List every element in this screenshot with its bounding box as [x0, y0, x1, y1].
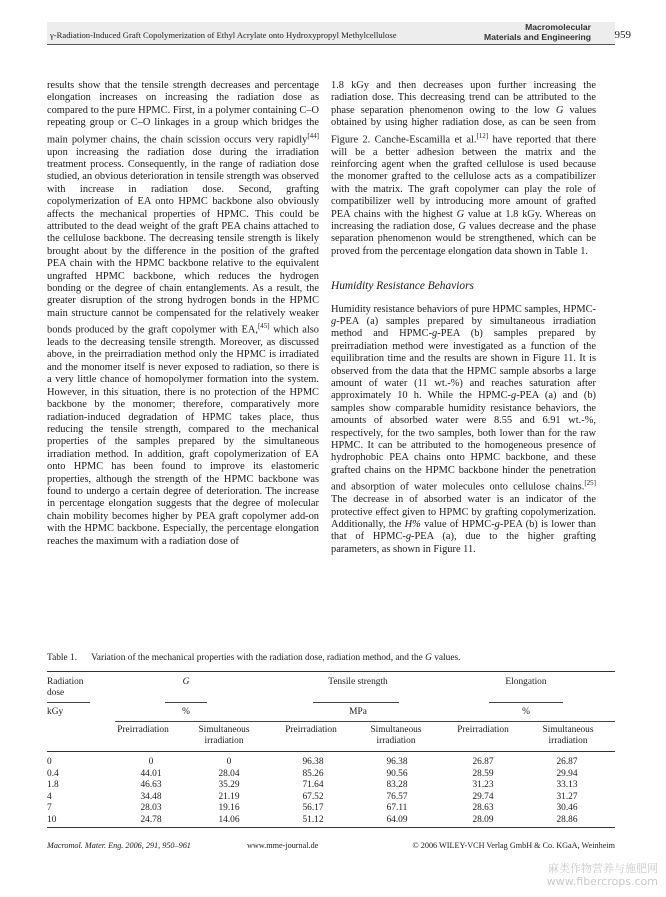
italic-symbol: g: [432, 328, 438, 340]
table-cell-t-pre: 51.12: [302, 815, 324, 825]
italic-symbol: g: [405, 531, 412, 543]
table-bottom-rule: [47, 827, 615, 828]
unit-percent-elongation: %: [522, 707, 530, 717]
table-cell-t-sim: 90.56: [386, 768, 408, 779]
table-cell-t-pre: 56.17: [302, 803, 324, 814]
table-cell-g-sim: 14.06: [218, 815, 240, 825]
table-cell-e-pre: 26.87: [472, 757, 494, 767]
table-cell-t-sim: 67.11: [386, 803, 408, 814]
header-subrule: [47, 702, 90, 703]
right-paragraph-1: [331, 80, 596, 258]
table-cell-t-pre: 85.26: [302, 768, 324, 779]
table-1: [47, 653, 615, 825]
header-dose: dose: [47, 688, 65, 698]
table-top-rule: [47, 671, 615, 672]
table-cell-g-sim: 35.29: [218, 780, 240, 791]
footer-url: www.mme-journal.de: [247, 841, 319, 850]
header-tensile-strength: Tensile strength: [328, 677, 388, 687]
citation-ref: [45]: [257, 322, 270, 331]
page-header: [47, 18, 631, 50]
table-cell-t-pre: 96.38: [302, 757, 324, 767]
header-g: G: [182, 677, 190, 687]
table-cell-e-sim: 33.13: [556, 780, 578, 791]
left-column: [47, 80, 319, 548]
citation-ref: [12]: [476, 131, 489, 140]
text-run: Humidity resistance behaviors of pure HPMC samples, HPMC-: [331, 303, 596, 315]
italic-symbol: g: [494, 518, 500, 530]
unit-percent-g: %: [182, 707, 190, 717]
table-cell-g-pre: 46.63: [140, 780, 162, 791]
subheader-line: Simultaneous: [542, 725, 594, 735]
table-cell-g-pre: 28.03: [140, 803, 162, 814]
header-subrule: [165, 702, 207, 703]
italic-symbol: H%: [404, 518, 421, 530]
text-run: which also leads to the decreasing tensile strength. Moreover, as discussed above, in the preirradiation method only the HPMC is irradiated and the monomer itself is never exposed to radiation, so there is a very little chance of homopolymer formation into the system. However, in this situation, there is no protection of the HPMC backbone by the monomer; therefore, comparatively more radiation-induced degradation of HPMC takes place, thus reducing the tensile strength, compared to the mechanical properties of the samples prepared by the simultaneous irradiation method. In addition, graft copolymerization of EA onto HPMC has been found to improve its elastomeric properties, although the strength of the HPMC backbone was found to undergo a certain degree of deterioration. The increase in percentage elongation suggests that the degree of molecular chain mobility becomes higher by PEA graft copolymer add-on with the HPMC backbone. Especially, the percentage elongation reaches the maximum with a radiation dose of: [47, 324, 319, 547]
subheader-line: Simultaneous: [198, 725, 250, 735]
citation-ref: [44]: [307, 131, 319, 140]
italic-symbol: G: [456, 208, 465, 220]
page-number: 959: [614, 29, 631, 41]
table-cell-dose: 10: [47, 815, 57, 825]
table-cell-t-sim: 83.28: [386, 780, 408, 791]
footer-citation: Macromol. Mater. Eng. 2006, 291, 950–961: [47, 841, 191, 850]
header-radiation: Radiation: [47, 677, 84, 687]
table-cell-e-pre: 28.09: [472, 815, 494, 825]
table-cell-g-pre: 44.01: [140, 768, 162, 779]
unit-mpa: MPa: [349, 707, 367, 717]
text-run: value at 1.8 kGy. Whereas on increasing the radiation dose,: [331, 208, 596, 232]
table-header-rule: [47, 751, 615, 752]
table-cell-dose: 0: [47, 757, 52, 767]
table-cell-dose: 4: [47, 791, 52, 802]
text-run: upon increasing the radiation dose during the irradiation treatment process. Consequently, in the range of radiation dose studied, an obvious deterioration in tensile strength was observed with increase in radiation dose. Second, grafting copolymerization of EA onto HPMC backbone also obviously affects the mechanical properties of HPMC. This could be attributed to the dead weight of the graft PEA chains attached to the cellulose backbone. The decreasing tensile strength is likely brought about by the difference in the position of the grafted PEA chain with the HPMC backbone relative to the equivalent ungrafted HPMC backbone, which reduces the hydrogen bonding or the degree of chain entanglements. As a result, the greater disruption of the strong hydrogen bonds in the HPMC main structure cannot be compensated for the relatively weaker bonds produced by the graft copolymer with EA,: [47, 146, 319, 336]
right-column: [331, 80, 596, 556]
table-cell-dose: 7: [47, 803, 52, 814]
right-paragraph-2: [331, 304, 596, 557]
table-cell-e-pre: 28.59: [472, 768, 494, 779]
italic-symbol: g: [331, 315, 337, 327]
table-cell-e-pre: 31.23: [472, 780, 494, 791]
table-cell-dose: 1.8: [47, 780, 59, 791]
table-cell-e-pre: 29.74: [472, 791, 494, 802]
text-run: -PEA (a) and (b) samples show comparable humidity resistance behaviors, the amounts of absorbed water were 8.55 and 6.91 wt.-%, respectively, for the two samples, both lower than for the raw HPMC. It can be attributed to the homogeneous presence of hydrophobic PEA chains onto HPMC backbone, and these grafted chains on the HPMC backbone hinder the penetration and absorption of water molecules onto cellulose chains.: [331, 390, 596, 493]
subheader-line: Simultaneous: [370, 725, 422, 735]
header-rule: [47, 44, 615, 45]
text-run: -PEA (a) samples prepared by simultaneous irradiation method and HPMC-: [331, 315, 596, 340]
text-run: -PEA (b) is lower than that of HPMC-: [331, 518, 596, 543]
table-cell-g-pre: 24.78: [140, 815, 162, 825]
watermark-line: www.fibercrops.com: [546, 875, 658, 888]
left-paragraph: [47, 80, 319, 548]
table-cell-g-sim: 21.19: [218, 791, 240, 802]
table-caption-text: Variation of the mechanical properties with the radiation dose, radiation method, and the: [91, 653, 426, 663]
table-cell-t-sim: 96.38: [386, 757, 408, 767]
text-run: results show that the tensile strength decreases and percentage elongation increases on increasing the radiation dose as compared to the pure HPMC. First, in a polymer containing C–O repeating group or C–O linkages in a group which bridges the main polymer chains, the chain scission occurs very rapidly: [47, 80, 319, 146]
running-title: γ-Radiation-Induced Graft Copolymerization of Ethyl Acrylate onto Hydroxypropyl Methylcellulose: [50, 30, 397, 40]
table-cell-e-pre: 28.63: [472, 803, 494, 814]
table-caption-end: values.: [431, 653, 461, 663]
journal-name-line1: Macromolecular: [525, 22, 591, 32]
table-caption: [47, 653, 615, 663]
section-heading: Humidity Resistance Behaviors: [331, 280, 474, 293]
table-cell-g-pre: 0: [148, 757, 154, 767]
table-cell-g-pre: 34.48: [140, 791, 162, 802]
watermark-line: 麻类作物营养与施肥网: [548, 862, 658, 875]
table-cell-t-pre: 71.64: [302, 780, 324, 791]
subheader-t-sim: [359, 725, 433, 747]
text-run: values obtained by using higher radiation dose, as can be seen from Figure 2. Canche-Escamilla et al.: [331, 104, 596, 146]
subheader-g-pre: Preirradiation: [117, 725, 169, 735]
table-cell-t-sim: 76.57: [386, 791, 408, 802]
table-cell-t-sim: 64.09: [386, 815, 408, 825]
watermark: [547, 862, 658, 888]
table-cell-g-sim: 28.04: [218, 768, 240, 779]
italic-symbol: G: [425, 653, 432, 663]
subheader-line: irradiation: [548, 735, 588, 746]
citation-ref: [25]: [584, 479, 596, 488]
table-caption-label: Table 1.: [47, 653, 78, 663]
table-cell-e-sim: 31.27: [556, 791, 578, 802]
text-run: values decrease and the phase separation phenomenon would be strengthened, which can be proved from the percentage elongation data shown in Table 1.: [331, 220, 596, 257]
table-cell-e-sim: 30.46: [556, 803, 578, 814]
italic-symbol: g: [511, 390, 517, 402]
italic-symbol: G: [555, 104, 564, 116]
table-cell-g-sim: 0: [226, 757, 232, 767]
italic-symbol: G: [458, 220, 466, 232]
unit-kgy: kGy: [47, 707, 64, 717]
text-run: -PEA (b) samples prepared by preirradiation method were investigated as a function of the equilibration time and the results are shown in Figure 11. It is observed from the data that the HPMC sample absorbs a large amount of water (11 wt.-%) and reaches saturation after approximately 10 h. While the HPMC-: [331, 328, 597, 402]
table-cell-e-sim: 28.86: [556, 815, 578, 825]
table-cell-e-sim: 29.94: [556, 768, 578, 779]
subheader-line: irradiation: [204, 735, 244, 746]
text-run: The decrease in of absorbed water is an indicator of the protective effect given to HPMC by grafting copolymerization. Additionally, the: [331, 494, 596, 530]
text-run: value of HPMC-: [420, 518, 495, 530]
header-subrule: [489, 702, 563, 703]
subheader-e-sim: [531, 725, 605, 747]
table-cell-dose: 0.4: [47, 768, 59, 779]
subheader-t-pre: Preirradiation: [285, 725, 337, 735]
table-cell-e-sim: 26.87: [556, 757, 578, 767]
text-run: 1.8 kGy and then decreases upon further increasing the radiation dose. This decreasing trend can be attributed to the phase separation phenomenon owing to the low: [331, 80, 596, 116]
table-cell-g-sim: 19.16: [218, 803, 240, 814]
subheader-g-sim: [187, 725, 261, 747]
unit-subrule: [115, 721, 615, 722]
header-subrule: [313, 702, 399, 703]
journal-name: [484, 23, 591, 42]
text-run: have reported that there will be a better adhesion between the matrix and the reinforcing agent when the grafted cellulose is used because the monomer grafted to the cellulose acts as a compatibilizer with the matrix. The graft copolymer can play the role of compatibilizer well by introducing more amount of grafted PEA chains with the highest: [331, 134, 597, 220]
footer-copyright: © 2006 WILEY-VCH Verlag GmbH & Co. KGaA, Weinheim: [412, 841, 615, 850]
journal-name-line2: Materials and Engineering: [484, 31, 591, 42]
subheader-line: irradiation: [376, 735, 416, 746]
header-elongation: Elongation: [505, 677, 547, 687]
text-run: -PEA (a), due to the higher grafting parameters, as shown in Figure 11.: [331, 531, 596, 555]
table-cell-t-pre: 67.52: [302, 791, 324, 802]
subheader-e-pre: Preirradiation: [457, 725, 509, 735]
